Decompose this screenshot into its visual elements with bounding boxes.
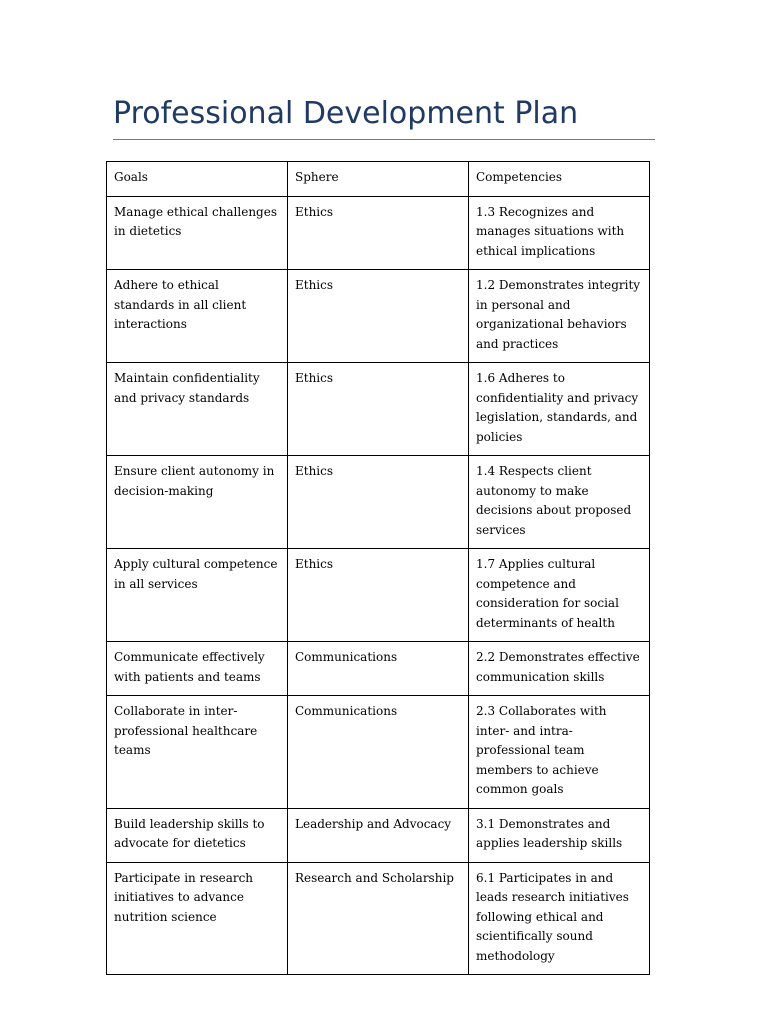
competency-cell: 1.3 Recognizes and manages situations with ethical implications xyxy=(469,196,650,270)
page-title: Professional Development Plan xyxy=(113,96,579,131)
table-row xyxy=(107,808,650,862)
goal-cell: Ensure client autonomy in decision-making xyxy=(107,456,288,549)
goal-cell: Build leadership skills to advocate for dietetics xyxy=(107,808,288,862)
goal-cell: Manage ethical challenges in dietetics xyxy=(107,196,288,270)
sphere-cell: Leadership and Advocacy xyxy=(288,808,469,862)
table-header-row xyxy=(107,162,650,197)
goal-cell: Adhere to ethical standards in all client interactions xyxy=(107,270,288,363)
header-sphere: Sphere xyxy=(288,162,469,197)
table-row xyxy=(107,549,650,642)
table-row xyxy=(107,270,650,363)
sphere-cell: Ethics xyxy=(288,549,469,642)
table-row xyxy=(107,196,650,270)
competency-cell: 1.4 Respects client autonomy to make decisions about proposed services xyxy=(469,456,650,549)
sphere-cell: Communications xyxy=(288,696,469,809)
table-row xyxy=(107,363,650,456)
header-competencies: Competencies xyxy=(469,162,650,197)
table-row xyxy=(107,696,650,809)
goal-cell: Maintain confidentiality and privacy standards xyxy=(107,363,288,456)
competency-cell: 3.1 Demonstrates and applies leadership skills xyxy=(469,808,650,862)
title-underline xyxy=(113,139,655,140)
competency-cell: 1.6 Adheres to confidentiality and privacy legislation, standards, and policies xyxy=(469,363,650,456)
sphere-cell: Ethics xyxy=(288,196,469,270)
goal-cell: Communicate effectively with patients and teams xyxy=(107,642,288,696)
sphere-cell: Research and Scholarship xyxy=(288,862,469,975)
development-plan-table xyxy=(106,161,650,975)
competency-cell: 1.2 Demonstrates integrity in personal and organizational behaviors and practices xyxy=(469,270,650,363)
goal-cell: Apply cultural competence in all services xyxy=(107,549,288,642)
table-row xyxy=(107,456,650,549)
sphere-cell: Ethics xyxy=(288,363,469,456)
competency-cell: 1.7 Applies cultural competence and consideration for social determinants of health xyxy=(469,549,650,642)
table-row xyxy=(107,642,650,696)
goal-cell: Participate in research initiatives to advance nutrition science xyxy=(107,862,288,975)
competency-cell: 6.1 Participates in and leads research initiatives following ethical and scientifically sound methodology xyxy=(469,862,650,975)
sphere-cell: Communications xyxy=(288,642,469,696)
competency-cell: 2.3 Collaborates with inter- and intra-professional team members to achieve common goals xyxy=(469,696,650,809)
sphere-cell: Ethics xyxy=(288,456,469,549)
sphere-cell: Ethics xyxy=(288,270,469,363)
header-goals: Goals xyxy=(107,162,288,197)
goal-cell: Collaborate in inter-professional healthcare teams xyxy=(107,696,288,809)
table-row xyxy=(107,862,650,975)
competency-cell: 2.2 Demonstrates effective communication skills xyxy=(469,642,650,696)
